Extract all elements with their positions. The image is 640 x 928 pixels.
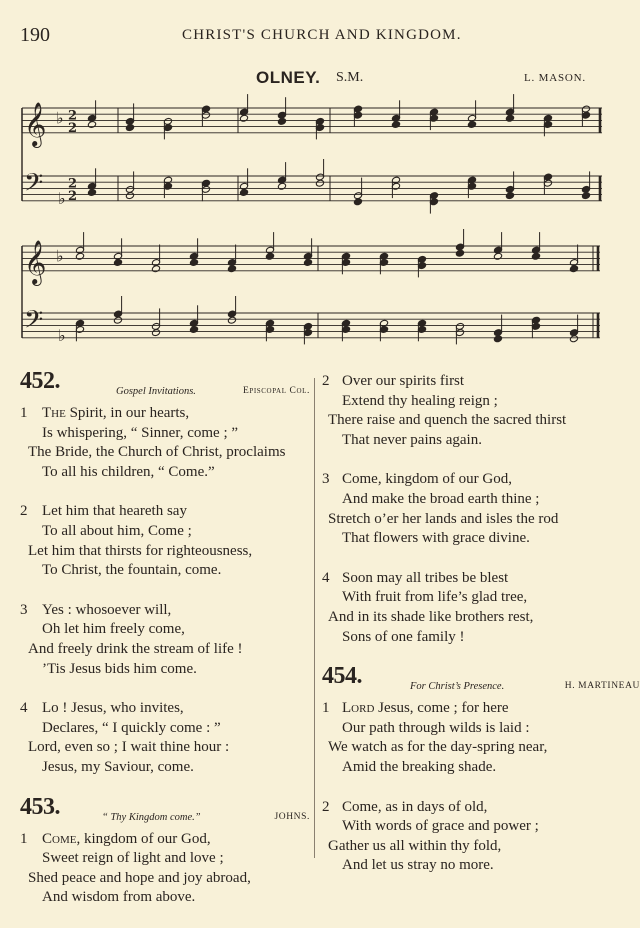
- hymn-454-heading: [322, 663, 640, 699]
- time-signature-icon: 2: [68, 176, 78, 192]
- verse-line: kingdom of our God,: [83, 830, 211, 847]
- time-signature-icon: 2: [68, 120, 78, 136]
- verse: [322, 569, 634, 647]
- note-head: [189, 259, 198, 267]
- note-head: [391, 121, 400, 129]
- hymn-number: 454.: [322, 663, 362, 690]
- verse-line: And make the broad earth thine ;: [342, 490, 540, 507]
- note-head: [303, 259, 312, 267]
- verse-line: And wisdom from above.: [42, 889, 196, 906]
- running-title: CHRIST'S CHURCH AND KINGDOM.: [182, 27, 462, 43]
- note-head: [239, 114, 248, 122]
- note-head: [87, 189, 96, 197]
- verse-line: To all about him, Come ;: [42, 522, 192, 539]
- note-head: [189, 326, 198, 334]
- note-head: [125, 124, 134, 132]
- note-head: [531, 252, 540, 260]
- verse-number: 2: [322, 373, 330, 389]
- hymn-theme: For Christ’s Presence.: [410, 681, 505, 693]
- verse-line: We watch as for the day-spring near,: [328, 739, 548, 756]
- verse-first-word: Lord: [342, 700, 375, 717]
- note-head: [493, 335, 502, 343]
- note-head: [227, 316, 236, 324]
- note-head: [467, 121, 476, 129]
- verse-number: 2: [20, 503, 28, 520]
- verse: [322, 470, 634, 548]
- hymn-source: H. MARTINEAU: [564, 681, 640, 692]
- bass-clef-icon: 𝄢: [24, 305, 44, 341]
- note-head: [277, 117, 286, 125]
- verse: [322, 699, 634, 777]
- verse-line: Sweet reign of light and love ;: [42, 850, 224, 867]
- hymn-453-heading: [20, 793, 312, 830]
- verse: [20, 699, 312, 777]
- left-column: [20, 368, 312, 928]
- verse-number: 3: [322, 471, 330, 488]
- verse-line: Amid the breaking shade.: [342, 758, 497, 775]
- note-head: [455, 249, 464, 257]
- tune-composer: L. MASON.: [524, 72, 586, 84]
- note-head: [227, 265, 236, 273]
- column-divider: [314, 378, 315, 858]
- verse-line: Let him that heareth say: [42, 503, 187, 520]
- verse: [322, 798, 634, 876]
- verse-line: To Christ, the fountain, come.: [42, 562, 222, 579]
- treble-clef-icon: 𝄞: [24, 239, 47, 284]
- verse-line: Lord, even so ; I wait thine hour :: [28, 739, 230, 756]
- verse-line: And let us stray no more.: [342, 857, 494, 874]
- verse-line: Stretch o’er her lands and isles the rod: [328, 510, 559, 527]
- verse-line: Gather us all within thy fold,: [328, 837, 502, 854]
- verse-number: 1: [20, 405, 28, 421]
- verse-line: Oh let him freely come,: [42, 621, 185, 638]
- tune-meter: S.M.: [336, 70, 364, 85]
- verse-line: ’Tis Jesus bids him come.: [42, 660, 197, 677]
- verse-line: Spirit, in our hearts,: [69, 405, 190, 421]
- verse-first-word: The: [42, 405, 66, 421]
- verse-line: And freely drink the stream of life !: [28, 640, 243, 657]
- note-head: [113, 316, 122, 324]
- verse-line: To all his children, “ Come.”: [42, 463, 215, 480]
- note-head: [505, 192, 514, 200]
- time-signature-icon: 2: [68, 108, 78, 124]
- note-head: [315, 179, 324, 187]
- verse-line: Is whispering, “ Sinner, come ; ”: [42, 424, 239, 441]
- bass-clef-icon: 𝄢: [24, 168, 44, 204]
- verse-line: Shed peace and hope and joy abroad,: [28, 869, 251, 886]
- verse-line: Over our spirits first: [342, 373, 465, 389]
- verse-first-word: Come,: [42, 830, 81, 847]
- verse-line: There raise and quench the sacred thirst: [328, 412, 567, 429]
- flat-icon: ♭: [56, 246, 64, 266]
- note-head: [569, 335, 578, 343]
- verse-line: That never pains again.: [342, 431, 482, 448]
- note-head: [75, 252, 84, 260]
- verse-line: Extend thy healing reign ;: [342, 392, 498, 409]
- note-head: [239, 189, 248, 197]
- flat-icon: ♭: [58, 188, 66, 208]
- note-head: [569, 265, 578, 273]
- music-score: [0, 0, 640, 372]
- page-number: 190: [20, 24, 50, 46]
- verse-line: That flowers with grace divine.: [342, 530, 530, 547]
- verse-number: 2: [322, 798, 330, 815]
- verse-line: And in its shade like brothers rest,: [328, 608, 534, 625]
- flat-icon: ♭: [58, 325, 66, 345]
- note-head: [265, 252, 274, 260]
- verse: [20, 601, 312, 679]
- verse-line: Jesus, come ; for here: [378, 700, 509, 717]
- verse-line: With words of grace and power ;: [342, 818, 539, 835]
- verse-line: Come, as in days of old,: [342, 798, 488, 815]
- verse-line: Sons of one family !: [342, 628, 465, 645]
- verse-number: 4: [20, 700, 28, 717]
- flat-icon: ♭: [56, 108, 64, 128]
- treble-clef-icon: 𝄞: [24, 101, 47, 146]
- right-column: [322, 372, 640, 896]
- verse-line: Let him that thirsts for righteousness,: [28, 542, 253, 559]
- note-head: [353, 198, 362, 206]
- verse-line: Yes : whosoever will,: [42, 601, 172, 618]
- hymn-theme: “ Thy Kingdom come.”: [102, 811, 201, 823]
- verse-line: Come, kingdom of our God,: [342, 471, 512, 488]
- hymn-number: 452.: [20, 368, 60, 394]
- note-head: [277, 182, 286, 190]
- verse-number: 4: [322, 569, 330, 586]
- verse-line: Soon may all tribes be blest: [342, 569, 509, 586]
- verse: [20, 502, 312, 580]
- verse: [20, 404, 312, 482]
- verse-line: With fruit from life’s glad tree,: [342, 589, 528, 606]
- verse-line: Jesus, my Saviour, come.: [42, 758, 194, 775]
- verse-line: Declares, “ I quickly come : ”: [42, 719, 221, 736]
- verse: [20, 830, 312, 908]
- hymn-source: JOHNS.: [274, 811, 310, 822]
- verse-number: 1: [20, 830, 28, 847]
- verse-line: Our path through wilds is laid :: [342, 719, 530, 736]
- hymn-source: Episcopal Col.: [242, 386, 310, 396]
- note-head: [125, 192, 134, 200]
- verse-number: 3: [20, 601, 28, 618]
- note-head: [151, 265, 160, 273]
- note-head: [581, 192, 590, 200]
- verse: [322, 372, 634, 450]
- tune-name: OLNEY.: [256, 68, 321, 87]
- verse-number: 1: [322, 700, 330, 717]
- hymn-number: 453.: [20, 793, 60, 820]
- note-head: [87, 121, 96, 129]
- note-head: [505, 114, 514, 122]
- note-head: [493, 252, 502, 260]
- verse-line: Lo ! Jesus, who invites,: [42, 700, 184, 717]
- hymn-theme: Gospel Invitations.: [116, 386, 196, 397]
- note-head: [151, 329, 160, 337]
- hymn-452-heading: [20, 368, 312, 404]
- time-signature-icon: 2: [68, 188, 78, 204]
- note-head: [113, 259, 122, 267]
- verse-line: The Bride, the Church of Christ, proclaims: [28, 444, 286, 461]
